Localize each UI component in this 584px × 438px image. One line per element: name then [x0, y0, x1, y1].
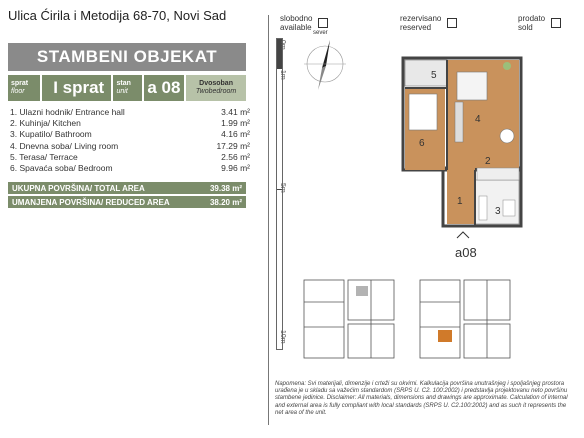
type-label-en: Twobedroom: [195, 88, 237, 95]
divider-line: [268, 15, 269, 425]
room-row: [10, 118, 250, 129]
scale-10m: 10m: [279, 330, 286, 344]
plan-room-4: 4: [475, 114, 481, 125]
scale-bar: [276, 38, 283, 350]
room-area: 3.41 m²: [221, 107, 250, 117]
room-area: 1.99 m²: [221, 118, 250, 129]
building-title: STAMBENI OBJEKAT: [8, 43, 246, 71]
north-arrow-icon: [300, 36, 350, 92]
total-area-label: UKUPNA POVRŠINA/ TOTAL AREA: [12, 183, 145, 193]
legend-reserved: rezervisano reserved: [400, 14, 457, 32]
floor-label: [8, 75, 40, 101]
floor-value: I sprat: [42, 75, 112, 101]
address: Ulica Ćirila i Metodija 68-70, Novi Sad: [8, 8, 227, 23]
room-area: 2.56 m²: [221, 151, 250, 162]
plan-room-2: 2: [485, 156, 491, 167]
legend-available: slobodno available: [280, 14, 328, 32]
floor-label-en: floor: [11, 88, 25, 95]
unit-type: [186, 75, 246, 101]
room-name: 6. Spavaća soba/ Bedroom: [10, 163, 113, 174]
room-name: 4. Dnevna soba/ Living room: [10, 140, 119, 151]
unit-value: a 08: [144, 75, 185, 101]
sold-checkbox-icon: [551, 18, 561, 28]
room-row: [10, 152, 250, 163]
reserved-checkbox-icon: [447, 18, 457, 28]
unit-label: [113, 75, 141, 101]
room-area: 4.16 m²: [221, 129, 250, 140]
room-name: 1. Ulazni hodnik/ Entrance hall: [10, 107, 125, 117]
room-name: 5. Terasa/ Terrace: [10, 151, 78, 162]
compass-label: sever: [313, 30, 328, 36]
key-plan-right: [412, 272, 524, 372]
room-name: 3. Kupatilo/ Bathroom: [10, 129, 92, 140]
room-row: [10, 129, 250, 140]
scale-0m: 0m: [279, 40, 286, 50]
scale-5m: 5m: [279, 183, 286, 193]
reduced-area-value: 38.20 m²: [209, 197, 242, 207]
floor-plan: [395, 50, 530, 245]
plan-room-1: 1: [457, 196, 463, 207]
total-area-value: 39.38 m²: [209, 183, 242, 193]
room-row: [10, 107, 250, 118]
unit-info-row: [8, 75, 246, 101]
floor-label-text: sprat: [11, 80, 29, 87]
plan-unit-label: a08: [455, 245, 477, 260]
reduced-area-bar: [8, 196, 246, 208]
plan-room-6: 6: [419, 138, 425, 149]
room-row: [10, 141, 250, 152]
unit-label-text: stan: [116, 80, 131, 87]
room-area: 17.29 m²: [216, 140, 250, 151]
scale-1m: 1m: [279, 70, 286, 80]
room-area: 9.96 m²: [221, 163, 250, 174]
room-row: [10, 163, 250, 174]
room-list: [10, 107, 250, 174]
legend-sold: prodato sold: [518, 14, 561, 32]
reduced-area-label: UMANJENA POVRŠINA/ REDUCED AREA: [12, 197, 170, 207]
plan-room-3: 3: [495, 206, 501, 217]
type-label: Dvosoban: [199, 80, 233, 87]
room-name: 2. Kuhinja/ Kitchen: [10, 118, 81, 129]
total-area-bar: [8, 182, 246, 194]
plan-room-5: 5: [431, 70, 437, 81]
key-plan-left: [296, 272, 408, 372]
unit-label-en: unit: [116, 88, 128, 95]
available-checkbox-icon: [318, 18, 328, 28]
disclaimer-note: Napomena: Svi materijali, dimenzije i crteži su okvirni. Kalkulacija površina unutrašnjeg i spoljašnjeg prostora urađena je u skladu sa važećim standardom (SRPS U. C2. 100:2002) i predstavlja projektovanu neto površinu stambene jedinice. Disclaimer: All materials, dimensions and drawings are approximate. Calculation of internal and external area is fully compliant with local standards (SRPS U. C2.100:2002) and as such it represents the net area of the unit.: [275, 381, 568, 416]
